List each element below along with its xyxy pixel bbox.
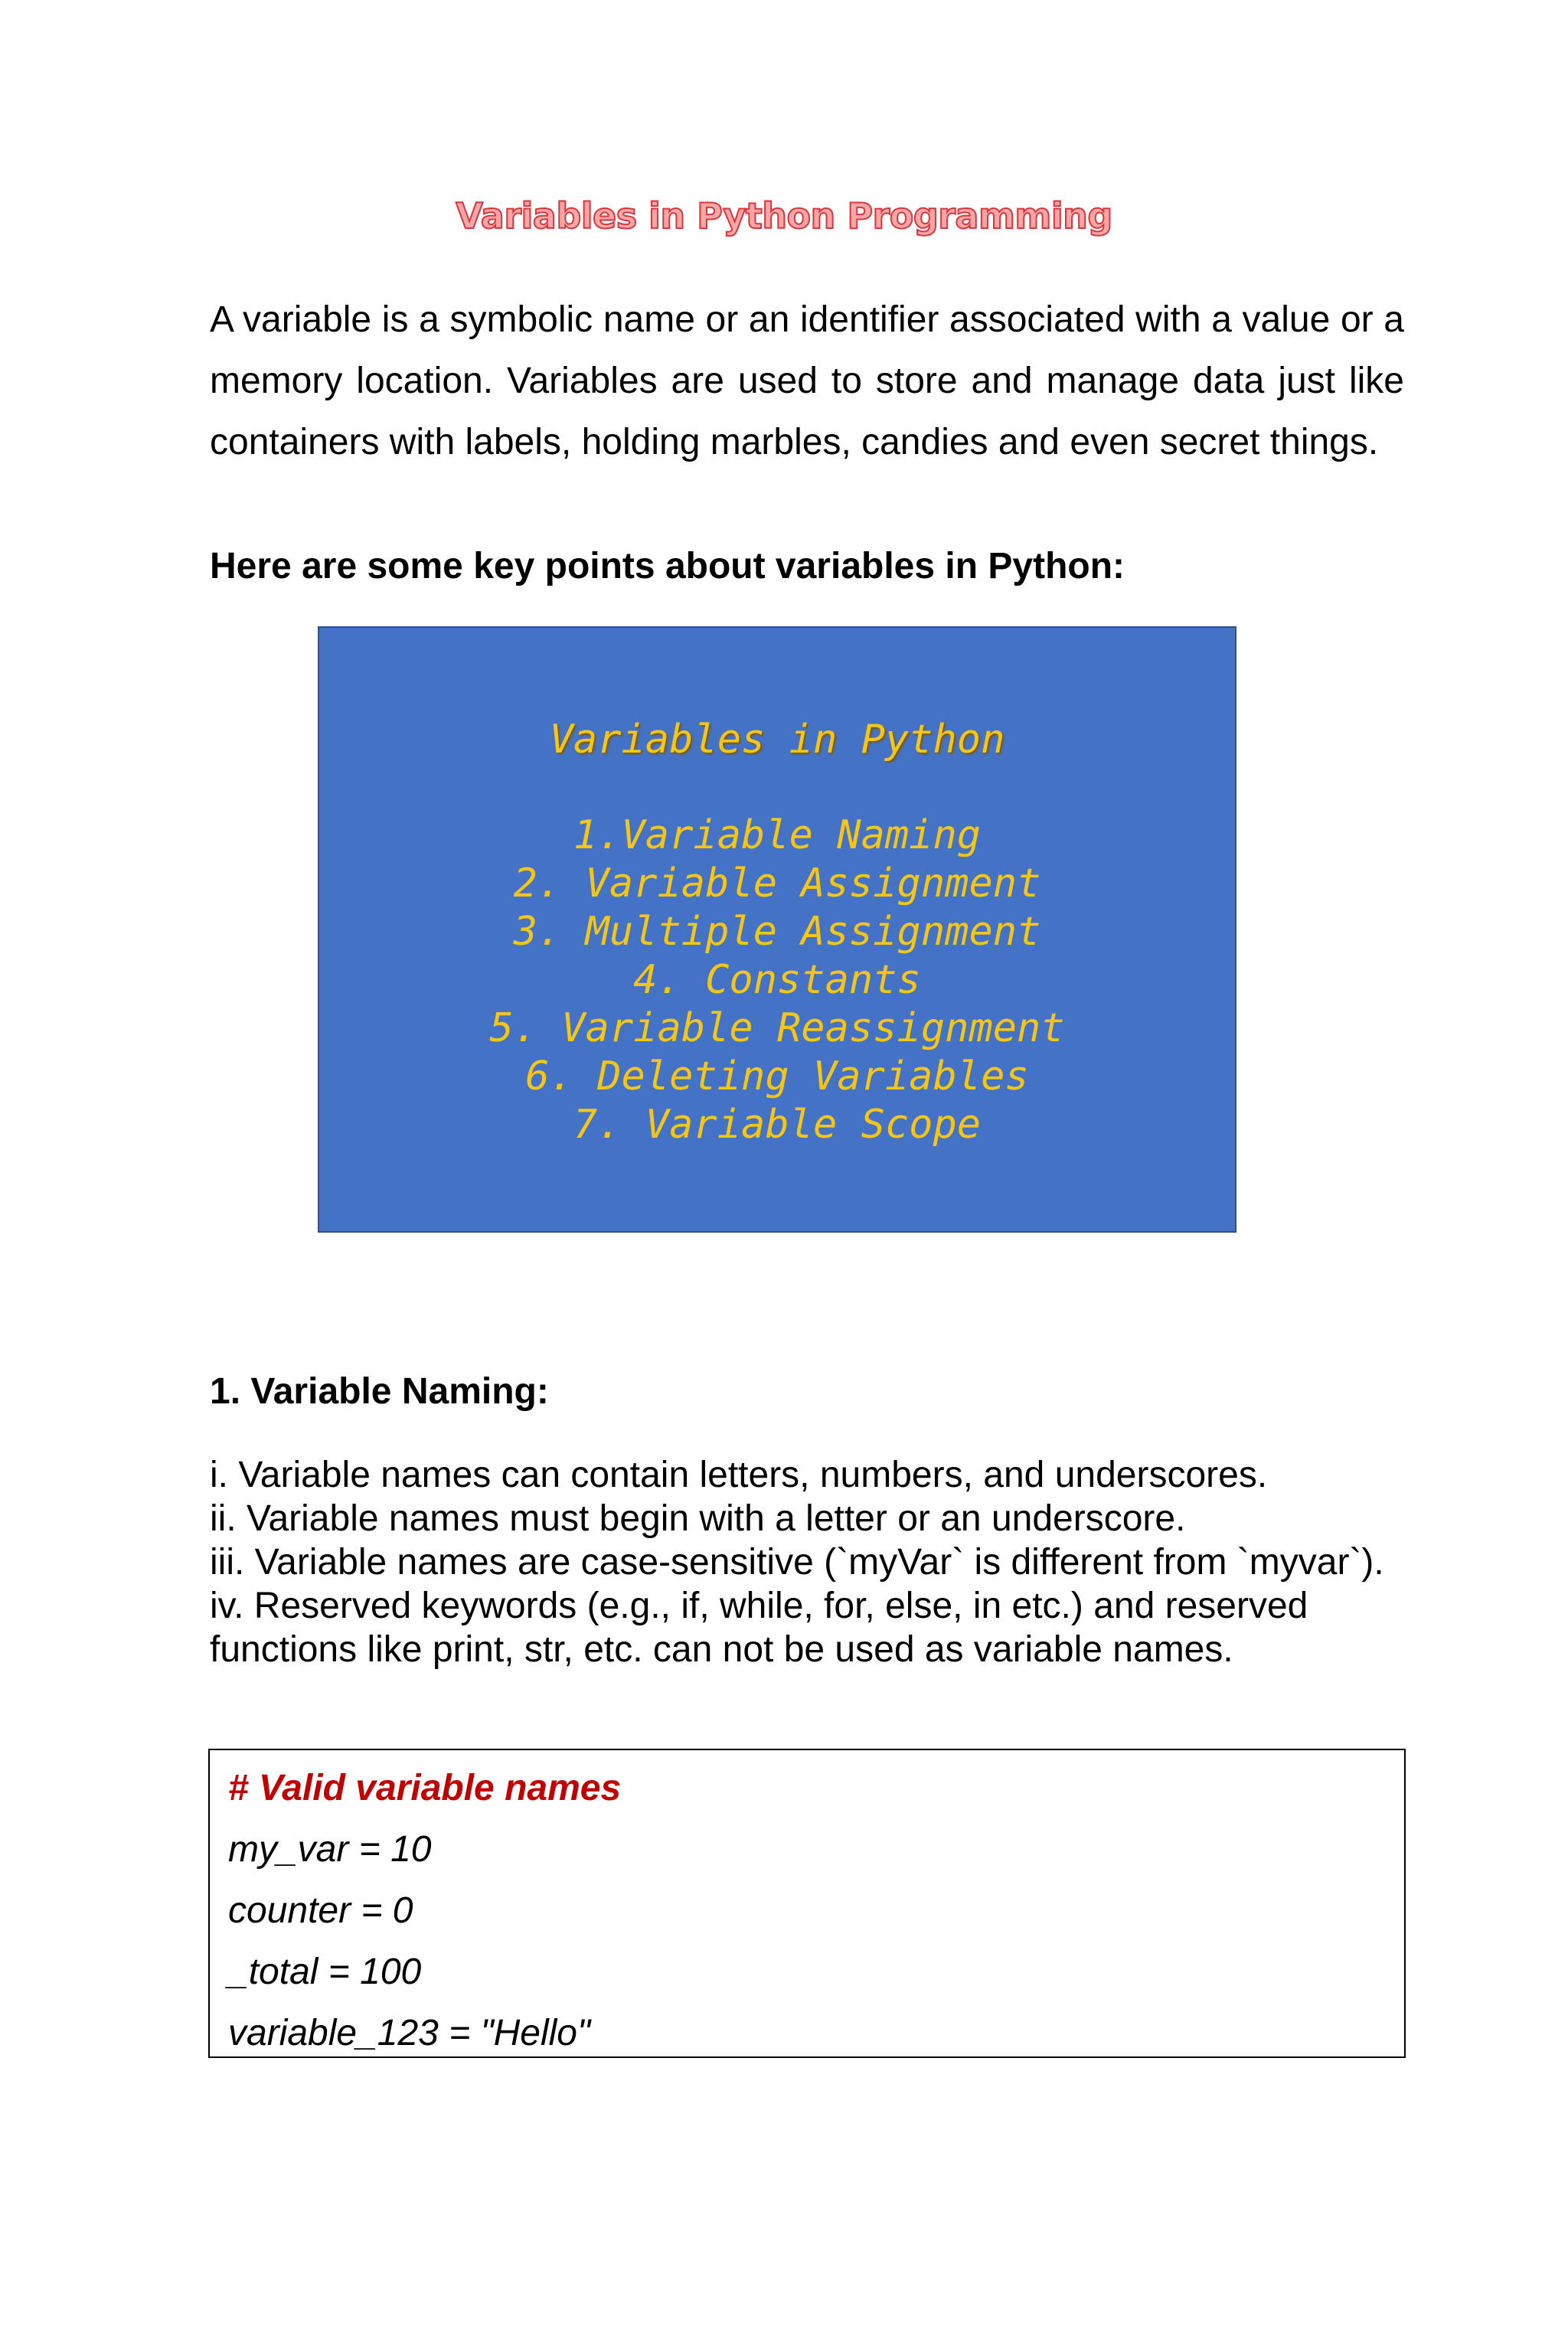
code-comment: # Valid variable names (228, 1768, 622, 1808)
code-line: my_var = 10 (228, 1829, 432, 1870)
overview-box (318, 626, 1236, 1233)
overview-item: 2. Variable Assignment (513, 861, 1041, 906)
overview-item: 6. Deleting Variables (525, 1054, 1029, 1099)
overview-list (319, 812, 1235, 1149)
overview-item: 3. Multiple Assignment (513, 909, 1041, 955)
key-points-heading: Here are some key points about variables in Python: (210, 546, 1125, 586)
code-line: _total = 100 (228, 1952, 422, 1992)
code-line: variable_123 = "Hello" (228, 2013, 591, 2053)
naming-rule: ii. Variable names must begin with a letter or an underscore. (210, 1498, 1186, 1539)
naming-rule: iii. Variable names are case-sensitive (`myVar` is different from `myvar`). (210, 1542, 1384, 1583)
overview-item: 7. Variable Scope (573, 1102, 982, 1148)
section-heading-variable-naming: 1. Variable Naming: (210, 1371, 549, 1412)
naming-rule: iv. Reserved keywords (e.g., if, while, for, else, in etc.) and reserved functions like print, str, etc. can not be used as variable names. (210, 1586, 1308, 1670)
code-example-box (208, 1749, 1406, 2058)
naming-rules-list (210, 1453, 1419, 1671)
document-title: Variables in Python Programming (456, 194, 1112, 237)
overview-item: 5. Variable Reassignment (489, 1005, 1065, 1051)
naming-rule: i. Variable names can contain letters, numbers, and underscores. (210, 1455, 1268, 1495)
overview-item: 1.Variable Naming (573, 812, 982, 858)
overview-title: Variables in Python (549, 717, 1005, 763)
overview-item: 4. Constants (633, 957, 921, 1003)
code-line: counter = 0 (228, 1890, 413, 1931)
intro-paragraph: A variable is a symbolic name or an identifier associated with a value or a memory location. Variables are used to store and manage data just like containers with labels, holding marbles, candies and even secret things. (210, 299, 1404, 462)
